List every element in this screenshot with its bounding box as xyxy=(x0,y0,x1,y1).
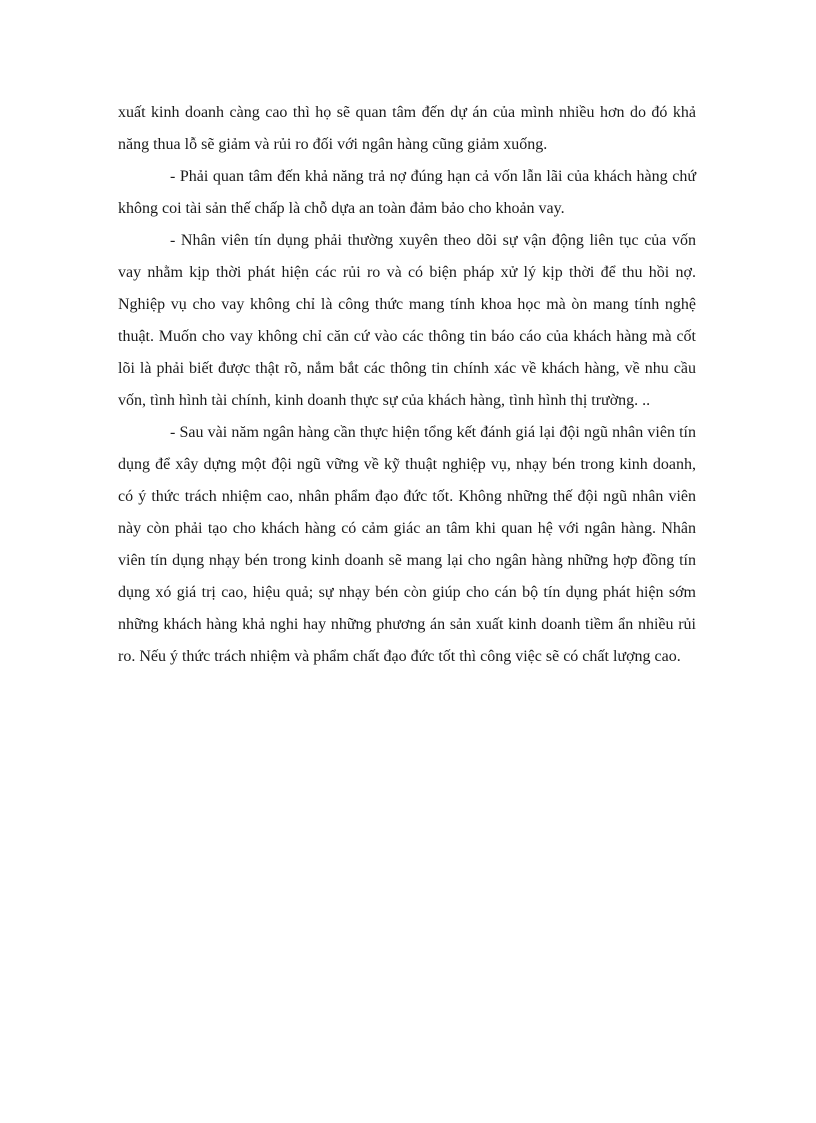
paragraph-staff-evaluation: - Sau vài năm ngân hàng cần thực hiện tổng kết đánh giá lại đội ngũ nhân viên tín dụng để xây dựng một đội ngũ vững về kỹ thuật nghiệp vụ, nhạy bén trong kinh doanh, có ý thức trách nhiệm cao, nhân phẩm đạo đức tốt. Không những thế đội ngũ nhân viên này còn phải tạo cho khách hàng có cảm giác an tâm khi quan hệ với ngân hàng. Nhân viên tín dụng nhạy bén trong kinh doanh sẽ mang lại cho ngân hàng những hợp đồng tín dụng xó giá trị cao, hiệu quả; sự nhạy bén còn giúp cho cán bộ tín dụng phát hiện sớm những khách hàng khả nghi hay những phương án sản xuất kinh doanh tiềm ẩn nhiều rủi ro. Nếu ý thức trách nhiệm và phẩm chất đạo đức tốt thì công việc sẽ có chất lượng cao. xyxy=(118,424,696,665)
body-text xyxy=(118,97,696,673)
paragraph-credit-monitoring: - Nhân viên tín dụng phải thường xuyên theo dõi sự vận động liên tục của vốn vay nhằm kịp thời phát hiện các rủi ro và có biện pháp xử lý kịp thời để thu hồi nợ. Nghiệp vụ cho vay không chỉ là công thức mang tính khoa học mà òn mang tính nghệ thuật. Muốn cho vay không chỉ căn cứ vào các thông tin báo cáo của khách hàng mà cốt lõi là phải biết được thật rõ, nắm bắt các thông tin chính xác về khách hàng, về nhu cầu vốn, tình hình tài chính, kinh doanh thực sự của khách hàng, tình hình thị trường. .. xyxy=(118,232,696,409)
paragraph-repayment-ability: - Phải quan tâm đến khả năng trả nợ đúng hạn cả vốn lẫn lãi của khách hàng chứ không coi tài sản thế chấp là chỗ dựa an toàn đảm bảo cho khoản vay. xyxy=(118,168,696,217)
paragraph-continuation: xuất kinh doanh càng cao thì họ sẽ quan tâm đến dự án của mình nhiều hơn do đó khả năng thua lỗ sẽ giảm và rủi ro đối với ngân hàng cũng giảm xuống. xyxy=(118,104,696,153)
